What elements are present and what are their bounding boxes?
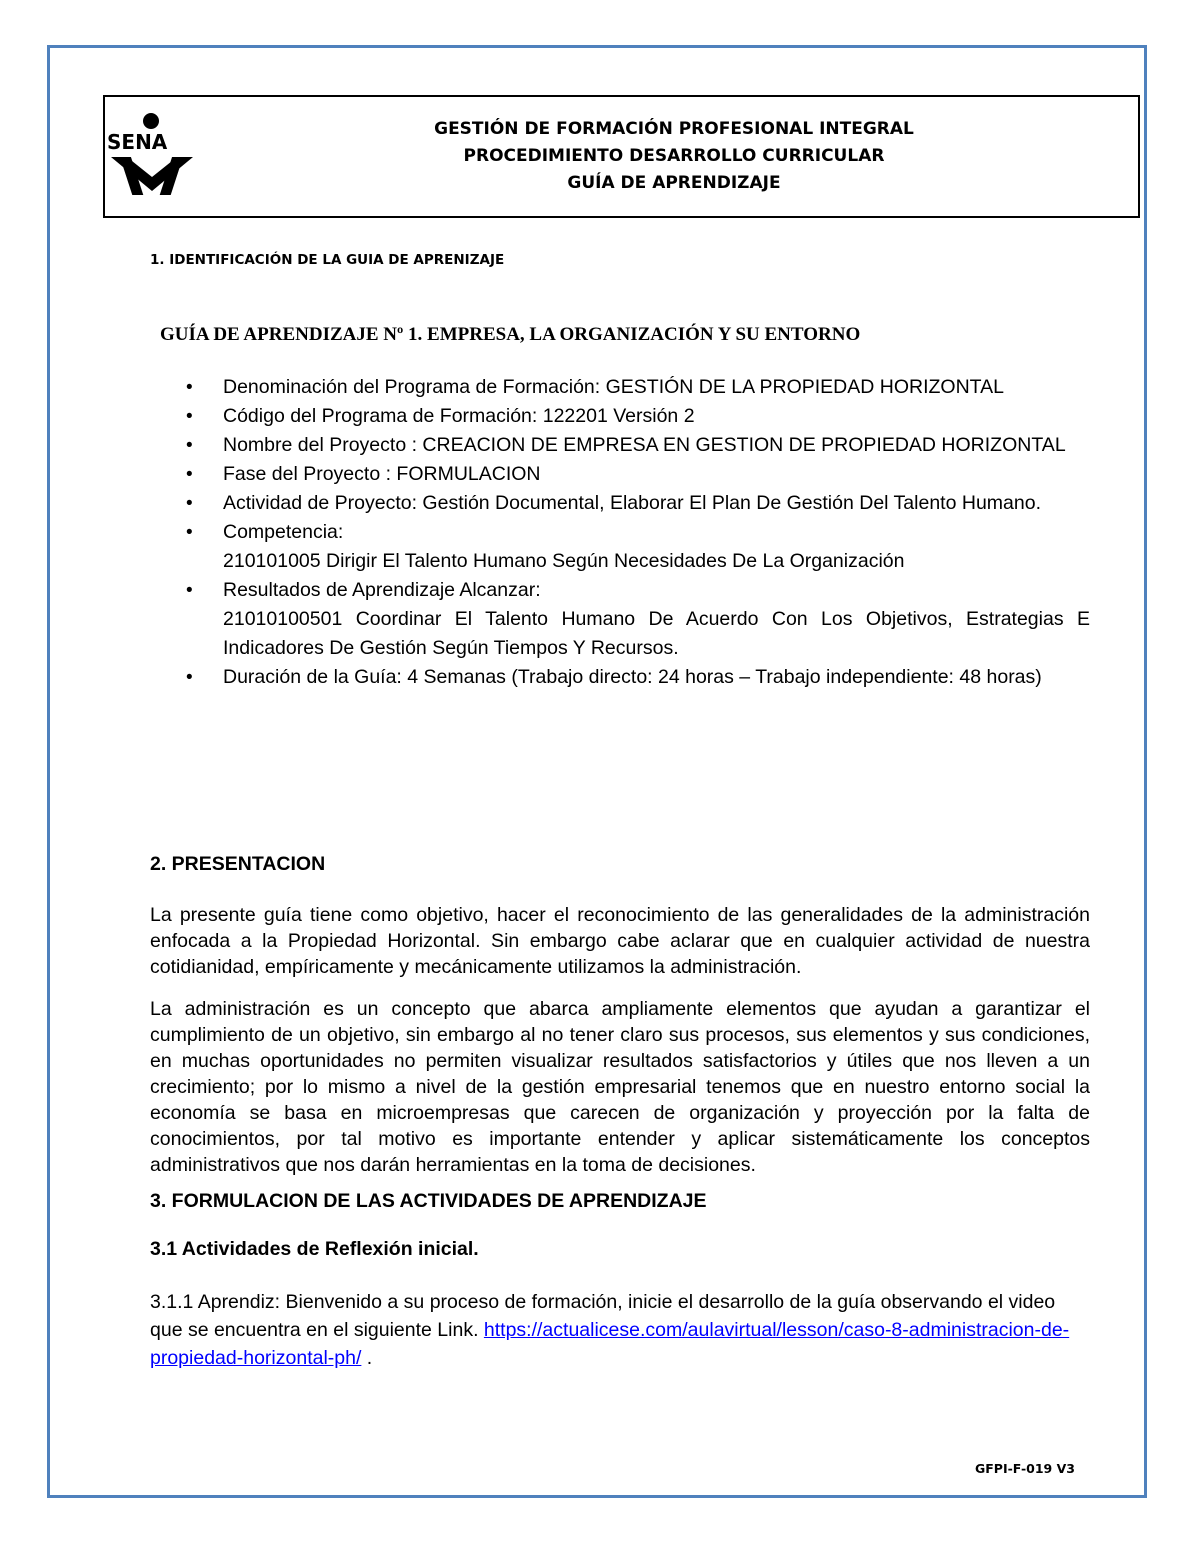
list-item: • Nombre del Proyecto : CREACION DE EMPRESA EN GESTION DE PROPIEDAD HORIZONTAL xyxy=(223,431,1090,460)
activity-text: 3.1.1 Aprendiz: Bienvenido a su proceso de formación, inicie el desarrollo de la guía observando el video que se encuentra en el siguiente Link. xyxy=(150,1291,1056,1341)
svg-text:SENA: SENA xyxy=(107,130,168,154)
list-item xyxy=(223,576,1090,663)
document-header xyxy=(103,95,1140,218)
presentation-paragraph-1: La presente guía tiene como objetivo, hacer el reconocimiento de las generalidades de la administración enfocada a la Propiedad Horizontal. Sin embargo cabe aclarar que en cualquier actividad de nuestra cotidianidad, empíricamente y mecánicamente utilizamos la administración. xyxy=(150,904,1090,978)
competencia-value: 210101005 Dirigir El Talento Humano Según Necesidades De La Organización xyxy=(223,550,905,572)
resultados-label: Resultados de Aprendizaje Alcanzar: xyxy=(223,579,541,601)
guide-title: GUÍA DE APRENDIZAJE Nº 1. EMPRESA, LA ORGANIZACIÓN Y SU ENTORNO xyxy=(160,324,861,345)
list-item: • Denominación del Programa de Formación: GESTIÓN DE LA PROPIEDAD HORIZONTAL xyxy=(223,373,1090,402)
identification-list xyxy=(150,373,1090,692)
list-item: • Actividad de Proyecto: Gestión Documental, Elaborar El Plan De Gestión Del Talento Humano. xyxy=(223,489,1090,518)
section-3-1-heading: 3.1 Actividades de Reflexión inicial. xyxy=(150,1238,479,1260)
section-1-heading: 1. IDENTIFICACIÓN DE LA GUIA DE APRENIZAJE xyxy=(150,252,505,268)
activity-3-1-1 xyxy=(150,1288,1090,1372)
section-2-heading: 2. PRESENTACION xyxy=(150,853,326,875)
list-item: • Duración de la Guía: 4 Semanas (Trabajo directo: 24 horas – Trabajo independiente: 48 horas) xyxy=(223,663,1090,692)
header-line-1: GESTIÓN DE FORMACIÓN PROFESIONAL INTEGRAL xyxy=(434,119,914,139)
section-3-heading: 3. FORMULACION DE LAS ACTIVIDADES DE APRENDIZAJE xyxy=(150,1190,707,1212)
list-item: • Fase del Proyecto : FORMULACION xyxy=(223,460,1090,489)
video-link[interactable]: https://actualicese.com/aulavirtual/lesson/caso-8-administracion-de-propiedad-horizontal-ph/ xyxy=(150,1319,1070,1369)
resultados-value: 21010100501 Coordinar El Talento Humano De Acuerdo Con Los Objetivos, Estrategias E Indicadores De Gestión Según Tiempos Y Recursos. xyxy=(223,608,1090,659)
header-line-3: GUÍA DE APRENDIZAJE xyxy=(567,173,781,193)
list-item xyxy=(223,518,1090,576)
presentation-paragraph-2: La administración es un concepto que abarca ampliamente elementos que ayudan a garantizar el cumplimiento de un objetivo, sin embargo al no tener claro sus procesos, sus elementos y sus condiciones, en muchas oportunidades no permiten visualizar resultados satisfactorios y útiles que nos lleven a un crecimiento; por lo mismo a nivel de la gestión empresarial tenemos que en nuestro entorno social la economía se basa en microempresas que carecen de organización y proyección por la falta de conocimientos, por tal motivo es importante entender y aplicar sistemáticamente los conceptos administrativos que nos darán herramientas en la toma de decisiones. xyxy=(150,998,1090,1176)
sena-logo xyxy=(105,111,205,201)
activity-end: . xyxy=(361,1347,373,1369)
list-item: • Código del Programa de Formación: 122201 Versión 2 xyxy=(223,402,1090,431)
competencia-label: Competencia: xyxy=(223,521,344,543)
header-line-2: PROCEDIMIENTO DESARROLLO CURRICULAR xyxy=(463,146,885,166)
document-code: GFPI-F-019 V3 xyxy=(975,1461,1075,1476)
